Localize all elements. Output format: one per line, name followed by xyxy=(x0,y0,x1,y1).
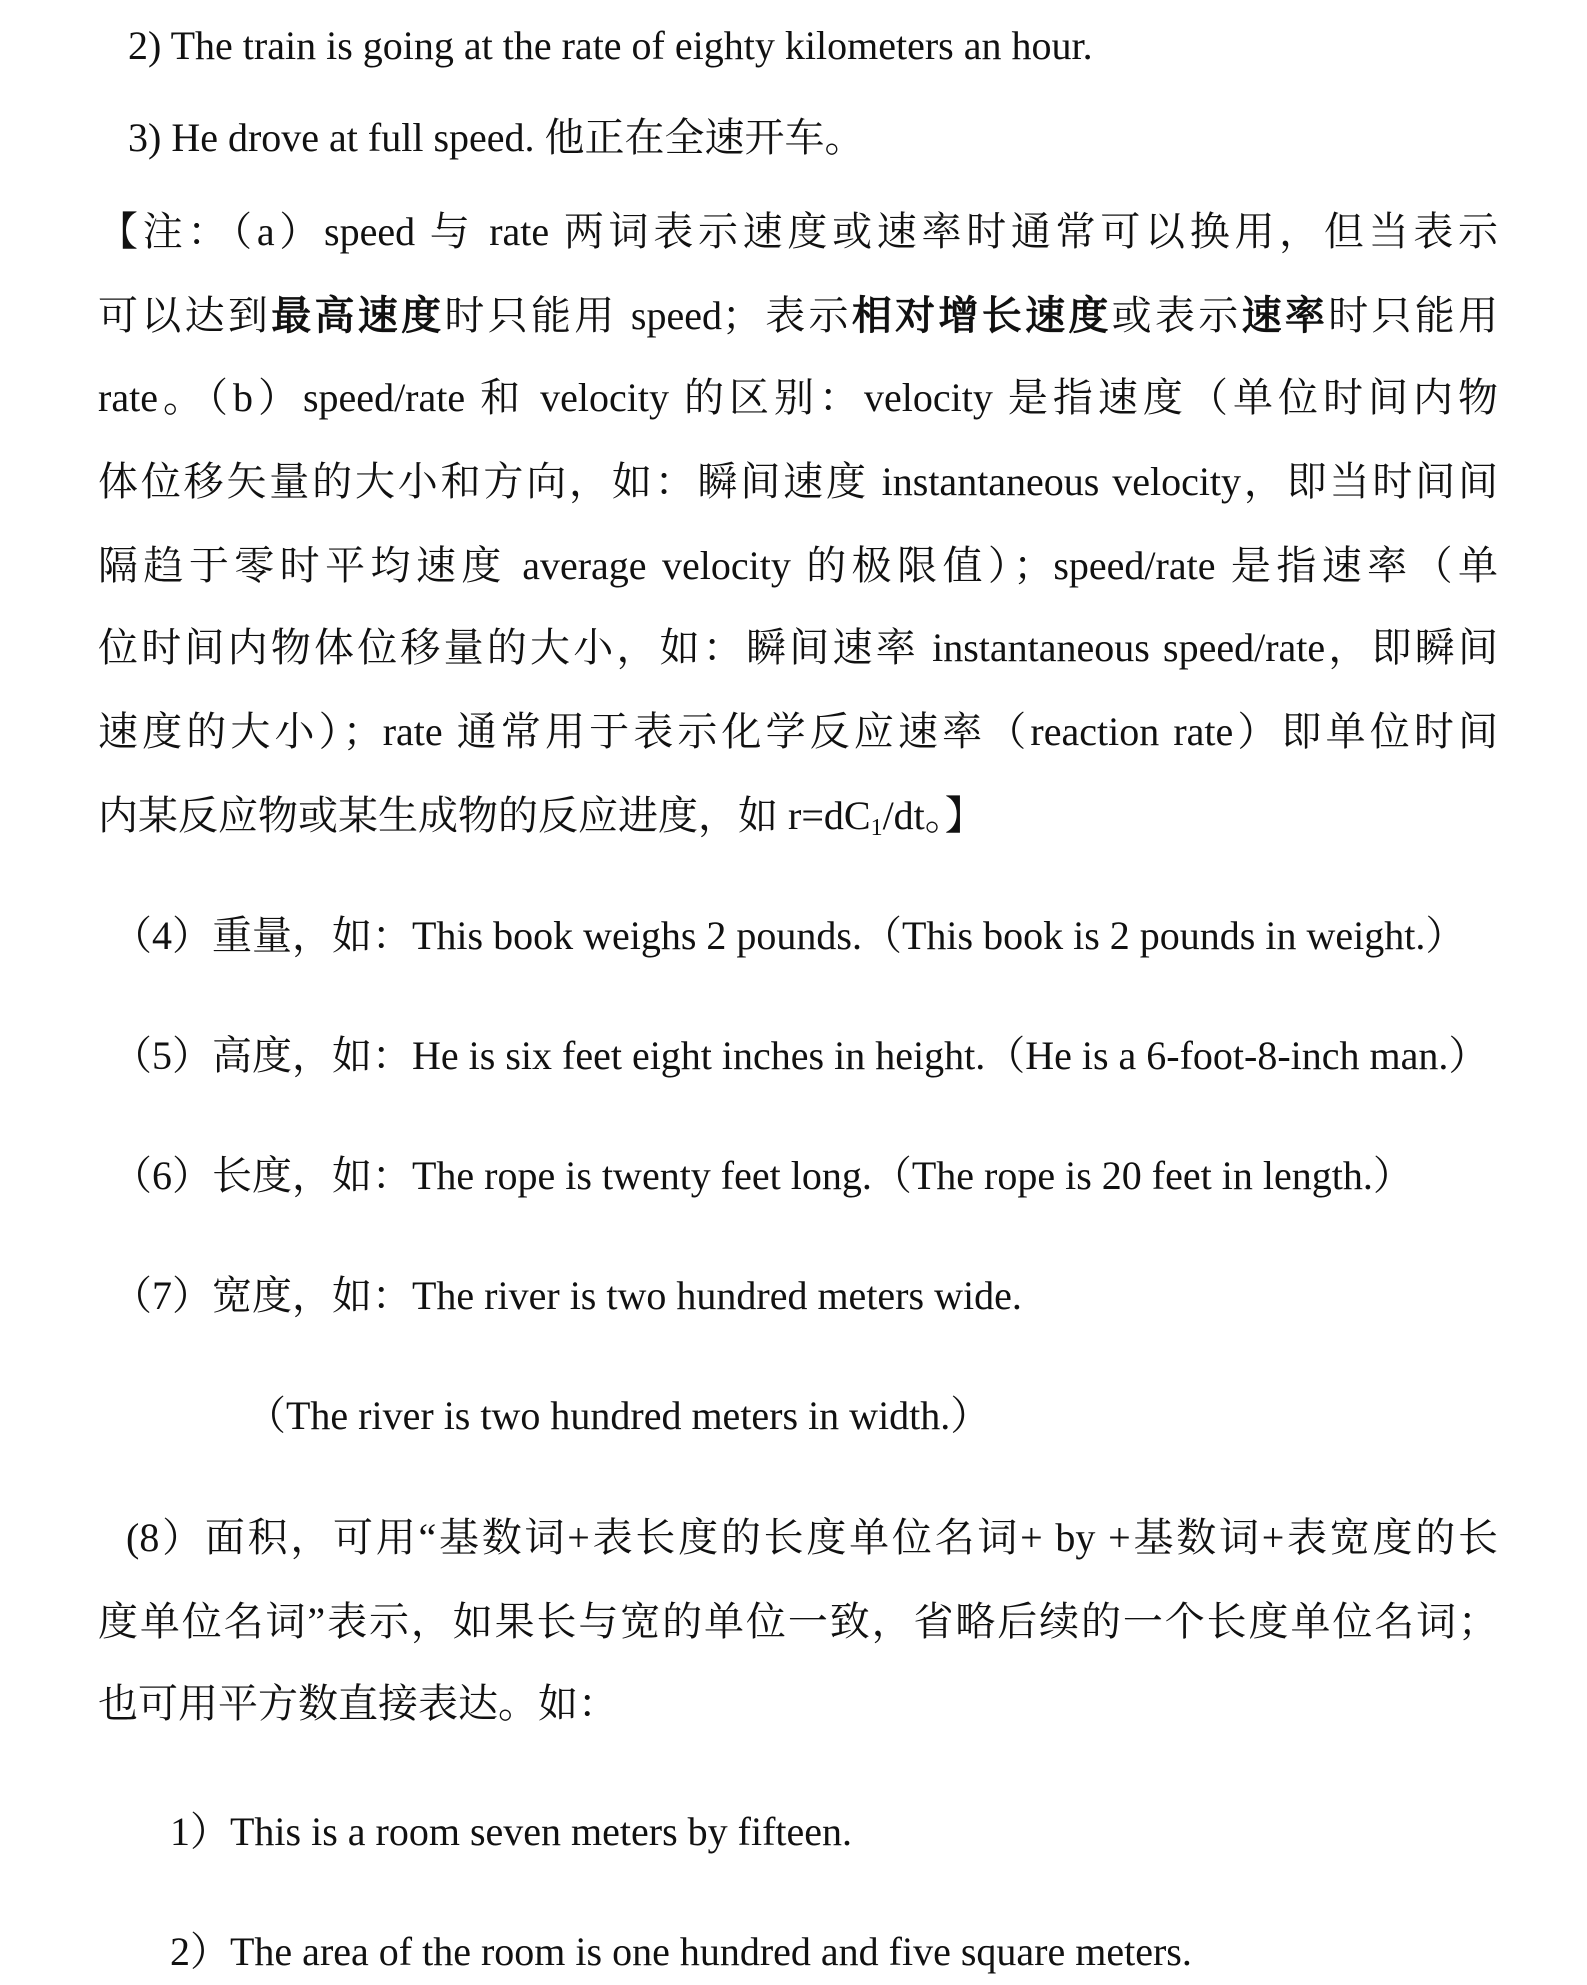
area-line-3: 也可用平方数直接表达。如： xyxy=(98,1681,618,1726)
item-width-alternative: （The river is two hundred meters in width.） xyxy=(246,1393,991,1438)
example-train-rate: 2) The train is going at the rate of eighty kilometers an hour. xyxy=(128,23,1093,68)
note-line-2-text-1: 可以达到 xyxy=(98,293,272,338)
item-length: （6）长度，如：The rope is twenty feet long.（The rope is 20 feet in length.） xyxy=(112,1153,1413,1198)
note-formula-subscript: 1 xyxy=(870,815,883,841)
note-line-2-text-4: 时只能用 xyxy=(1328,293,1499,338)
item-height: （5）高度，如：He is six feet eight inches in height.（He is a 6-foot-8-inch man.） xyxy=(112,1033,1489,1078)
area-example-1: 1）This is a room seven meters by fifteen. xyxy=(170,1809,853,1854)
note-bold-rate: 速率 xyxy=(1241,293,1329,338)
note-line-1: 【注：（a）speed 与 rate 两词表示速度或速率时通常可以换用，但当表示 xyxy=(98,209,1498,254)
note-line-2-text-2: 时只能用 speed；表示 xyxy=(444,293,852,338)
note-line-3: rate。（b）speed/rate 和 velocity 的区别：velocity 是指速度（单位时间内物 xyxy=(98,375,1498,420)
note-formula-end: /dt。】 xyxy=(882,793,985,838)
note-line-8 xyxy=(98,790,985,842)
item-weight: （4）重量，如：This book weighs 2 pounds.（This book is 2 pounds in weight.） xyxy=(112,913,1466,958)
item-width: （7）宽度，如：The river is two hundred meters wide. xyxy=(112,1273,1022,1318)
area-example-2: 2）The area of the room is one hundred and five square meters. xyxy=(170,1929,1192,1974)
example-full-speed: 3) He drove at full speed. 他正在全速开车。 xyxy=(128,115,865,160)
note-line-2-text-3: 或表示 xyxy=(1111,293,1242,338)
note-bold-max-speed: 最高速度 xyxy=(271,293,445,338)
note-line-4: 体位移矢量的大小和方向，如：瞬间速度 instantaneous velocity，即当时间间 xyxy=(98,459,1498,504)
note-line-7: 速度的大小）；rate 通常用于表示化学反应速率（reaction rate）即单位时间 xyxy=(98,709,1498,754)
note-line-6: 位时间内物体位移量的大小，如：瞬间速率 instantaneous speed/rate，即瞬间 xyxy=(98,625,1498,670)
note-bold-relative-growth: 相对增长速度 xyxy=(851,293,1112,338)
note-formula-text: 内某反应物或某生成物的反应进度，如 r=dC xyxy=(98,793,871,838)
area-line-2: 度单位名词”表示，如果长与宽的单位一致，省略后续的一个长度单位名词； xyxy=(98,1599,1498,1644)
note-line-2 xyxy=(98,290,1498,342)
area-line-1: (8）面积，可用“基数词+表长度的长度单位名词+ by +基数词+表宽度的长 xyxy=(126,1515,1498,1560)
note-line-5: 隔趋于零时平均速度 average velocity 的极限值）；speed/rate 是指速率（单 xyxy=(98,543,1498,588)
